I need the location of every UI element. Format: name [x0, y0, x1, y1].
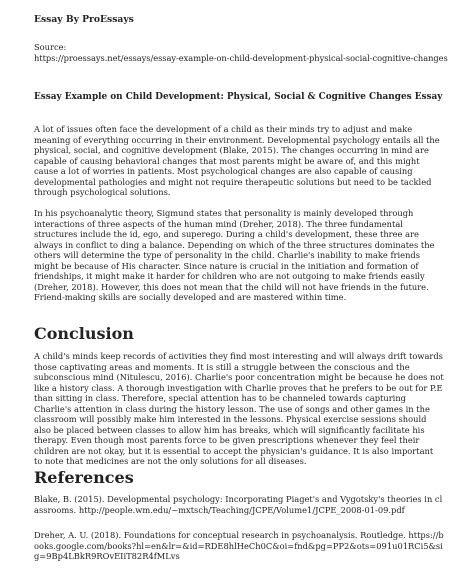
conclusion-heading: Conclusion: [34, 324, 134, 343]
reference-item: Dreher, A. U. (2018). Foundations for conceptual research in psychoanalysis. Routledge. https://books.google.com/books?hl=en&lr=&id=RDE8hlHeCh0C&oi=fnd&pg=PP2&ots=091u01RCi5&sig=9Bp4LBkR9ROvEIiT82R4fMLvs: [34, 530, 444, 562]
references-heading: References: [34, 468, 134, 487]
conclusion-paragraph: A child's minds keep records of activities they find most interesting and will always drift towards those captivating areas and moments. It is still a struggle between the conscious and the subconscious mind (Nitulescu, 2016). Charlie's poor concentration might be because he does not like a history class. A thorough investigation with Charlie proves that he prefers to be out for P.E than sitting in class. Therefore, special attention has to be channeled towards capturing Charlie's attention in class during the history lesson. The use of songs and other games in the classroom will possibly make him interested in the lessons. Physical exercise sessions should also be placed between classes to allow him has breaks, which will significantly facilitate his therapy. Even though most parents force to be given prescriptions whenever they feel their children are not okay, but it is essential to accept the physician's guidance. It is also important to note that medicines are not the only solutions for all diseases.: [34, 351, 444, 467]
reference-item: Blake, B. (2015). Developmental psychology: Incorporating Piaget's and Vygotsky's theories in classrooms. http://people.wm.edu/~mxtsch/Teaching/JCPE/Volume1/JCPE_2008-01-09.pdf: [34, 494, 443, 515]
site-title: Essay By ProEssays: [34, 14, 134, 25]
essay-title: Essay Example on Child Development: Physical, Social & Cognitive Changes Essay: [34, 92, 443, 102]
source-label: Source:: [34, 42, 67, 52]
body-paragraph: In his psychoanalytic theory, Sigmund states that personality is mainly developed through interactions of three aspects of the human mind (Dreher, 2018). The three fundamental structures include the id, ego, and superego. During a child's development, these three are always in conflict to ding a balance. Depending on which of the three structures dominates the others will determine the type of personality in the child. Charlie's inability to make friends might be because of His character. Since nature is crucial in the initiation and formation of friendships, it might make it harder for children who are not outgoing to make friends easily (Dreher, 2018). However, this does not mean that the child will not have friends in the future. Friend-making skills are socially developed and are mastered within time.: [34, 208, 435, 303]
document-header: [34, 14, 448, 63]
source-url[interactable]: https://proessays.net/essays/essay-example-on-child-development-physical-social-cognitive-changes: [34, 52, 448, 63]
body-paragraph: A lot of issues often face the development of a child as their minds try to adjust and make meaning of everything occurring in their environment. Developmental psychology entails all the physical, social, and cognitive development (Blake, 2015). The changes occurring in mind are capable of causing behavioral changes that most parents might be aware of, and this might cause a lot of worries in patients. Most psychological changes are also capable of causing developmental pathologies and might not require therapeutic solutions but need to be tackled through psychological solutions.: [34, 124, 440, 198]
